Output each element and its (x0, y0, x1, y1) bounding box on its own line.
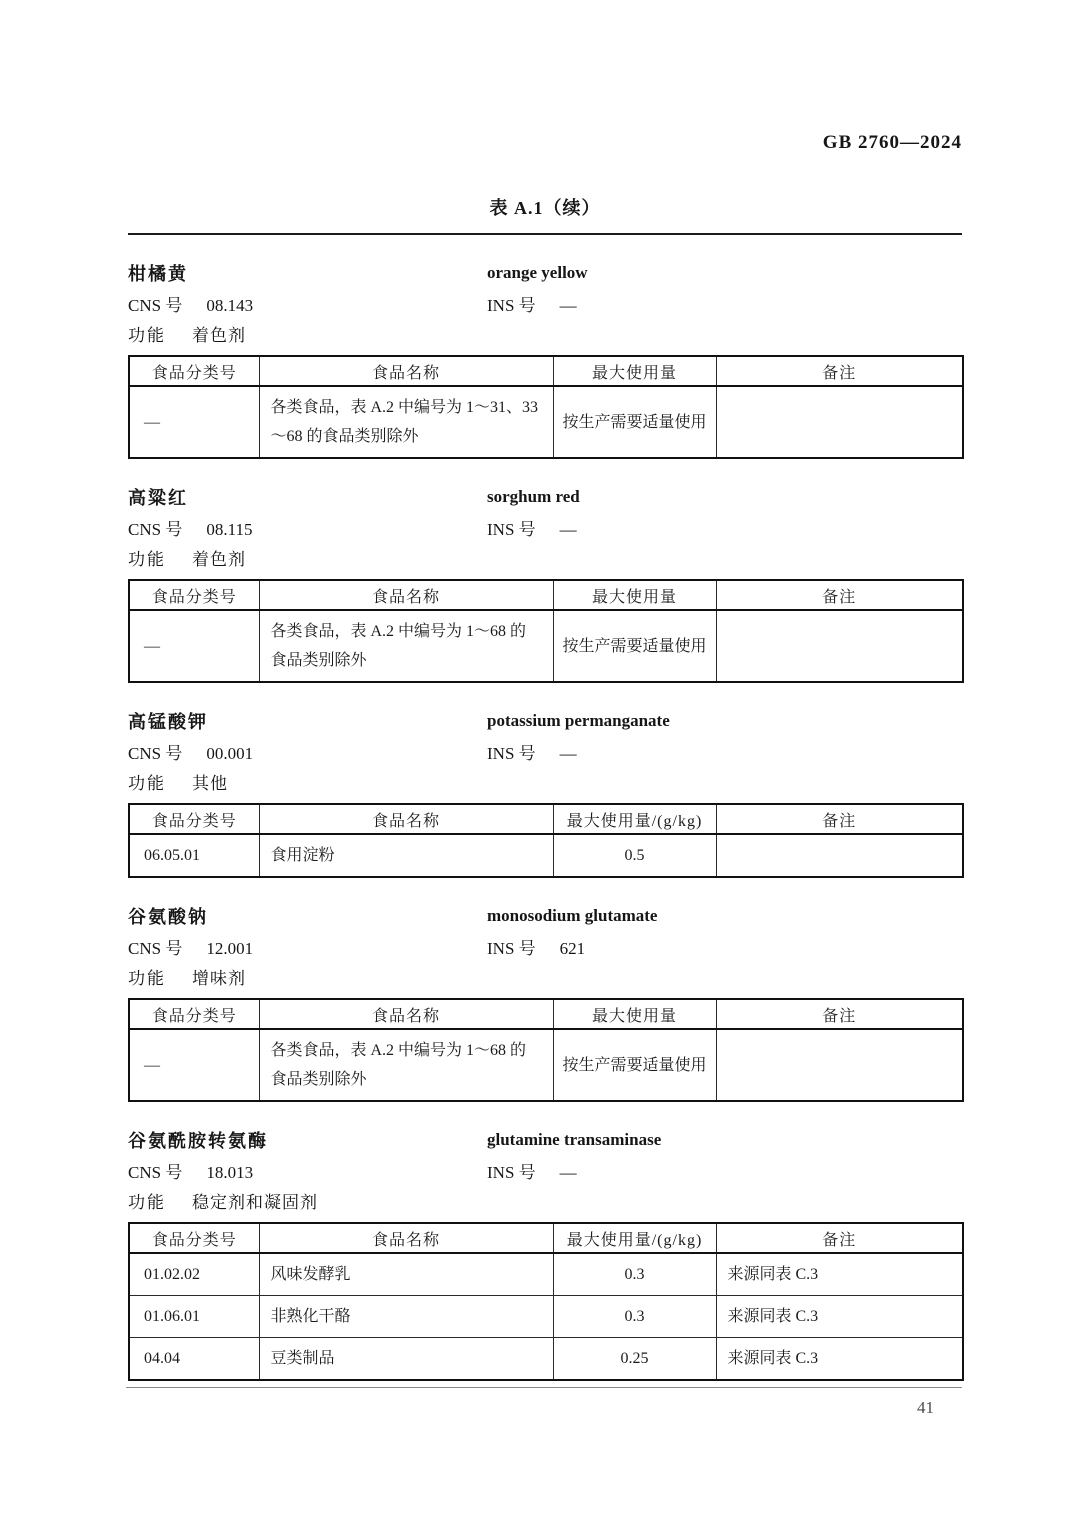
additive-function-row (128, 961, 962, 991)
additive-name-zh: 柑橘黄 (128, 264, 188, 284)
header-row (129, 999, 963, 1029)
additive-section (128, 258, 962, 459)
column-header: 食品名称 (259, 999, 553, 1029)
food-category-code-cell: — (129, 610, 259, 682)
food-category-code-cell: — (129, 386, 259, 458)
max-usage-cell: 0.5 (553, 834, 716, 877)
column-header: 食品分类号 (129, 999, 259, 1029)
remark-cell: 来源同表 C.3 (716, 1338, 963, 1381)
food-name-cell: 风味发酵乳 (259, 1253, 553, 1296)
cns-field (128, 291, 487, 316)
max-usage-cell: 0.25 (553, 1338, 716, 1381)
column-header: 食品分类号 (129, 356, 259, 386)
page-content (128, 0, 962, 1381)
column-header: 最大使用量/(g/kg) (553, 804, 716, 834)
additive-name-zh: 高锰酸钾 (128, 712, 208, 732)
food-name-cell: 各类食品，表 A.2 中编号为 1～68 的食品类别除外 (259, 1029, 553, 1101)
additive-name-en: sorghum red (487, 487, 580, 506)
function-value: 增味剂 (192, 968, 246, 988)
usage-table (128, 998, 964, 1102)
max-usage-cell: 0.3 (553, 1253, 716, 1296)
remark-cell (716, 1029, 963, 1101)
ins-field (487, 739, 962, 764)
max-usage-cell: 按生产需要适量使用 (553, 386, 716, 458)
ins-label: INS 号 (487, 743, 536, 763)
column-header: 最大使用量 (553, 356, 716, 386)
function-value: 其他 (192, 773, 228, 793)
cns-value: 12.001 (206, 938, 254, 958)
max-usage-cell: 按生产需要适量使用 (553, 1029, 716, 1101)
food-category-code-cell: 01.06.01 (129, 1296, 259, 1338)
additive-section (128, 901, 962, 1102)
cns-field (128, 739, 487, 764)
table-row (129, 1296, 963, 1338)
function-field (128, 769, 487, 794)
additive-name-row (128, 482, 962, 512)
column-header: 备注 (716, 1223, 963, 1253)
column-header: 备注 (716, 580, 963, 610)
remark-cell: 来源同表 C.3 (716, 1253, 963, 1296)
additive-name-row (128, 258, 962, 288)
additive-codes-row (128, 288, 962, 318)
header-row (129, 1223, 963, 1253)
ins-value: — (559, 519, 577, 539)
column-header: 食品分类号 (129, 804, 259, 834)
function-value: 着色剂 (192, 325, 246, 345)
ins-label: INS 号 (487, 295, 536, 315)
header-row (129, 804, 963, 834)
function-field (128, 545, 487, 570)
additive-codes-row (128, 736, 962, 766)
additive-function-row (128, 318, 962, 348)
additive-function-row (128, 542, 962, 572)
cns-value: 08.143 (206, 295, 254, 315)
additive-codes-row (128, 931, 962, 961)
cns-value: 00.001 (206, 743, 254, 763)
function-label: 功能 (128, 773, 166, 793)
additive-name-zh: 高粱红 (128, 488, 188, 508)
column-header: 最大使用量/(g/kg) (553, 1223, 716, 1253)
table-title: 表 A.1（续） (489, 198, 601, 218)
function-label: 功能 (128, 549, 166, 569)
page-number-value: 41 (917, 1398, 934, 1417)
cns-value: 08.115 (206, 519, 253, 539)
additive-section (128, 1125, 962, 1381)
table-row (129, 386, 963, 458)
usage-table (128, 803, 964, 878)
food-name-cell: 豆类制品 (259, 1338, 553, 1381)
additive-function-row (128, 1185, 962, 1215)
additive-name-en: glutamine transaminase (487, 1130, 662, 1149)
page-number (128, 1398, 962, 1418)
additive-name-row (128, 901, 962, 931)
standard-code: GB 2760—2024 (822, 132, 962, 153)
additive-codes-row (128, 1155, 962, 1185)
food-name-cell: 各类食品，表 A.2 中编号为 1～68 的食品类别除外 (259, 610, 553, 682)
additive-name-zh: 谷氨酸钠 (128, 907, 208, 927)
table-row (129, 610, 963, 682)
cns-label: CNS 号 (128, 1162, 183, 1182)
cns-value: 18.013 (206, 1162, 254, 1182)
function-label: 功能 (128, 1192, 166, 1212)
header-row (129, 356, 963, 386)
column-header: 食品名称 (259, 1223, 553, 1253)
max-usage-cell: 0.3 (553, 1296, 716, 1338)
cns-label: CNS 号 (128, 743, 183, 763)
remark-cell (716, 610, 963, 682)
cns-field (128, 1158, 487, 1183)
additive-function-row (128, 766, 962, 796)
function-label: 功能 (128, 968, 166, 988)
ins-value: 621 (559, 938, 586, 958)
cns-label: CNS 号 (128, 295, 183, 315)
column-header: 备注 (716, 804, 963, 834)
cns-field (128, 515, 487, 540)
additive-codes-row (128, 512, 962, 542)
food-category-code-cell: 01.02.02 (129, 1253, 259, 1296)
function-label: 功能 (128, 325, 166, 345)
ins-value: — (559, 1162, 577, 1182)
function-value: 稳定剂和凝固剂 (192, 1192, 318, 1212)
cns-label: CNS 号 (128, 938, 183, 958)
additive-name-zh: 谷氨酰胺转氨酶 (128, 1131, 268, 1151)
additive-name-row (128, 1125, 962, 1155)
remark-cell (716, 834, 963, 877)
ins-field (487, 1158, 962, 1183)
additive-section (128, 482, 962, 683)
function-field (128, 1188, 487, 1213)
header-row (129, 580, 963, 610)
function-field (128, 321, 487, 346)
column-header: 备注 (716, 356, 963, 386)
food-category-code-cell: 06.05.01 (129, 834, 259, 877)
ins-value: — (559, 743, 577, 763)
column-header: 最大使用量 (553, 580, 716, 610)
title-rule (128, 233, 962, 235)
remark-cell (716, 386, 963, 458)
max-usage-cell: 按生产需要适量使用 (553, 610, 716, 682)
table-row (129, 834, 963, 877)
additive-name-en: potassium permanganate (487, 711, 670, 730)
food-name-cell: 各类食品，表 A.2 中编号为 1～31、33～68 的食品类别除外 (259, 386, 553, 458)
column-header: 备注 (716, 999, 963, 1029)
function-value: 着色剂 (192, 549, 246, 569)
additive-section (128, 706, 962, 878)
cns-label: CNS 号 (128, 519, 183, 539)
column-header: 食品名称 (259, 804, 553, 834)
usage-table (128, 579, 964, 683)
table-row (129, 1253, 963, 1296)
column-header: 食品名称 (259, 356, 553, 386)
footer-rule (126, 1387, 962, 1388)
ins-field (487, 515, 962, 540)
food-name-cell: 非熟化干酪 (259, 1296, 553, 1338)
table-row (129, 1338, 963, 1381)
function-field (128, 964, 487, 989)
ins-value: — (559, 295, 577, 315)
food-name-cell: 食用淀粉 (259, 834, 553, 877)
ins-label: INS 号 (487, 1162, 536, 1182)
usage-table (128, 1222, 964, 1381)
additive-name-en: orange yellow (487, 263, 588, 282)
column-header: 食品名称 (259, 580, 553, 610)
ins-label: INS 号 (487, 519, 536, 539)
additive-name-en: monosodium glutamate (487, 906, 658, 925)
additive-name-row (128, 706, 962, 736)
cns-field (128, 934, 487, 959)
sections-container (128, 258, 962, 1381)
usage-table (128, 355, 964, 459)
table-row (129, 1029, 963, 1101)
remark-cell: 来源同表 C.3 (716, 1296, 963, 1338)
ins-field (487, 291, 962, 316)
food-category-code-cell: — (129, 1029, 259, 1101)
column-header: 最大使用量 (553, 999, 716, 1029)
food-category-code-cell: 04.04 (129, 1338, 259, 1381)
column-header: 食品分类号 (129, 1223, 259, 1253)
ins-field (487, 934, 962, 959)
ins-label: INS 号 (487, 938, 536, 958)
column-header: 食品分类号 (129, 580, 259, 610)
